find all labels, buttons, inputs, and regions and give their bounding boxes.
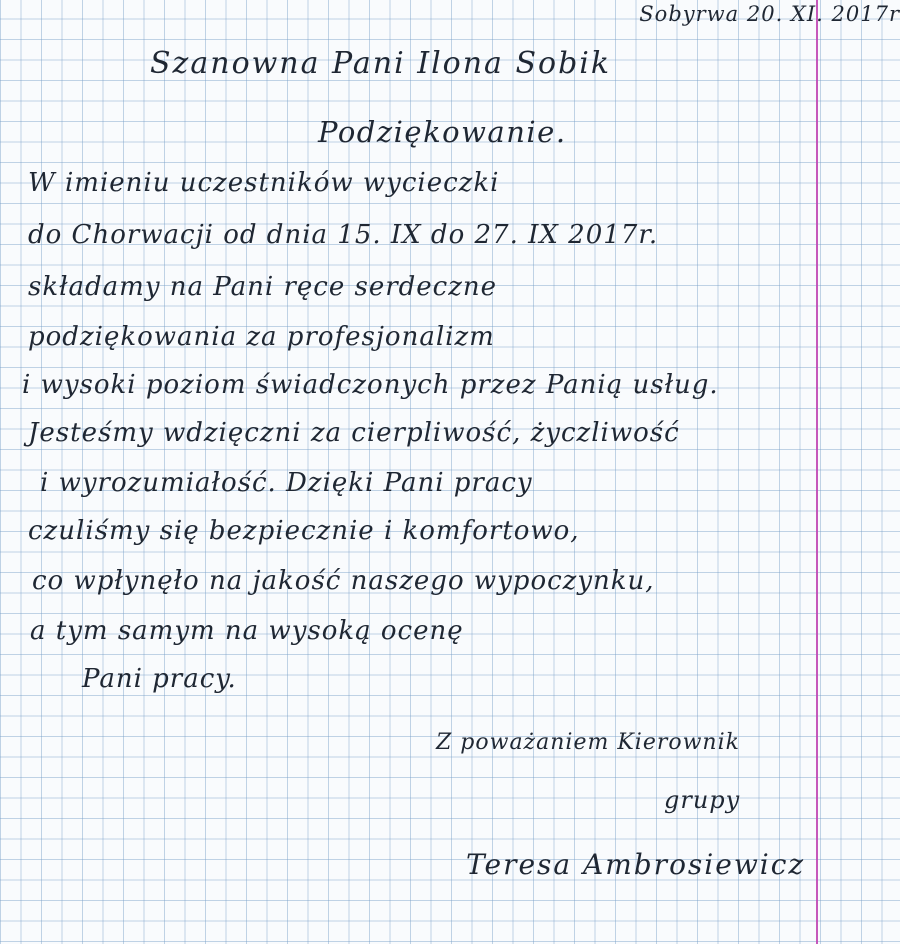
- body-line-10: a tym samym na wysoką ocenę: [30, 616, 464, 646]
- signature: Teresa Ambrosiewicz: [466, 848, 806, 881]
- body-line-4: podziękowania za profesjonalizm: [28, 322, 495, 352]
- body-line-6: Jesteśmy wdzięczni za cierpliwość, życzliwość: [28, 418, 680, 448]
- signer-role: grupy: [664, 786, 741, 814]
- letter-title: Podziękowanie.: [318, 115, 567, 149]
- body-line-8: czuliśmy się bezpiecznie i komfortowo,: [28, 516, 580, 546]
- body-line-9: co wpłynęło na jakość naszego wypoczynku,: [32, 566, 655, 596]
- margin-line: [816, 0, 818, 944]
- body-line-11: Pani pracy.: [82, 664, 237, 694]
- body-line-5: i wysoki poziom świadczonych przez Panią usług.: [22, 370, 719, 400]
- body-line-2: do Chorwacji od dnia 15. IX do 27. IX 2017r.: [28, 220, 659, 250]
- closing: Z poważaniem Kierownik: [436, 730, 740, 755]
- body-line-3: składamy na Pani ręce serdeczne: [28, 272, 498, 302]
- letter-date: Sobyrwa 20. XI. 2017r: [639, 2, 900, 26]
- body-line-1: W imieniu uczestników wycieczki: [28, 168, 500, 198]
- salutation: Szanowna Pani Ilona Sobik: [150, 46, 612, 81]
- body-line-7: i wyrozumiałość. Dzięki Pani pracy: [40, 468, 533, 498]
